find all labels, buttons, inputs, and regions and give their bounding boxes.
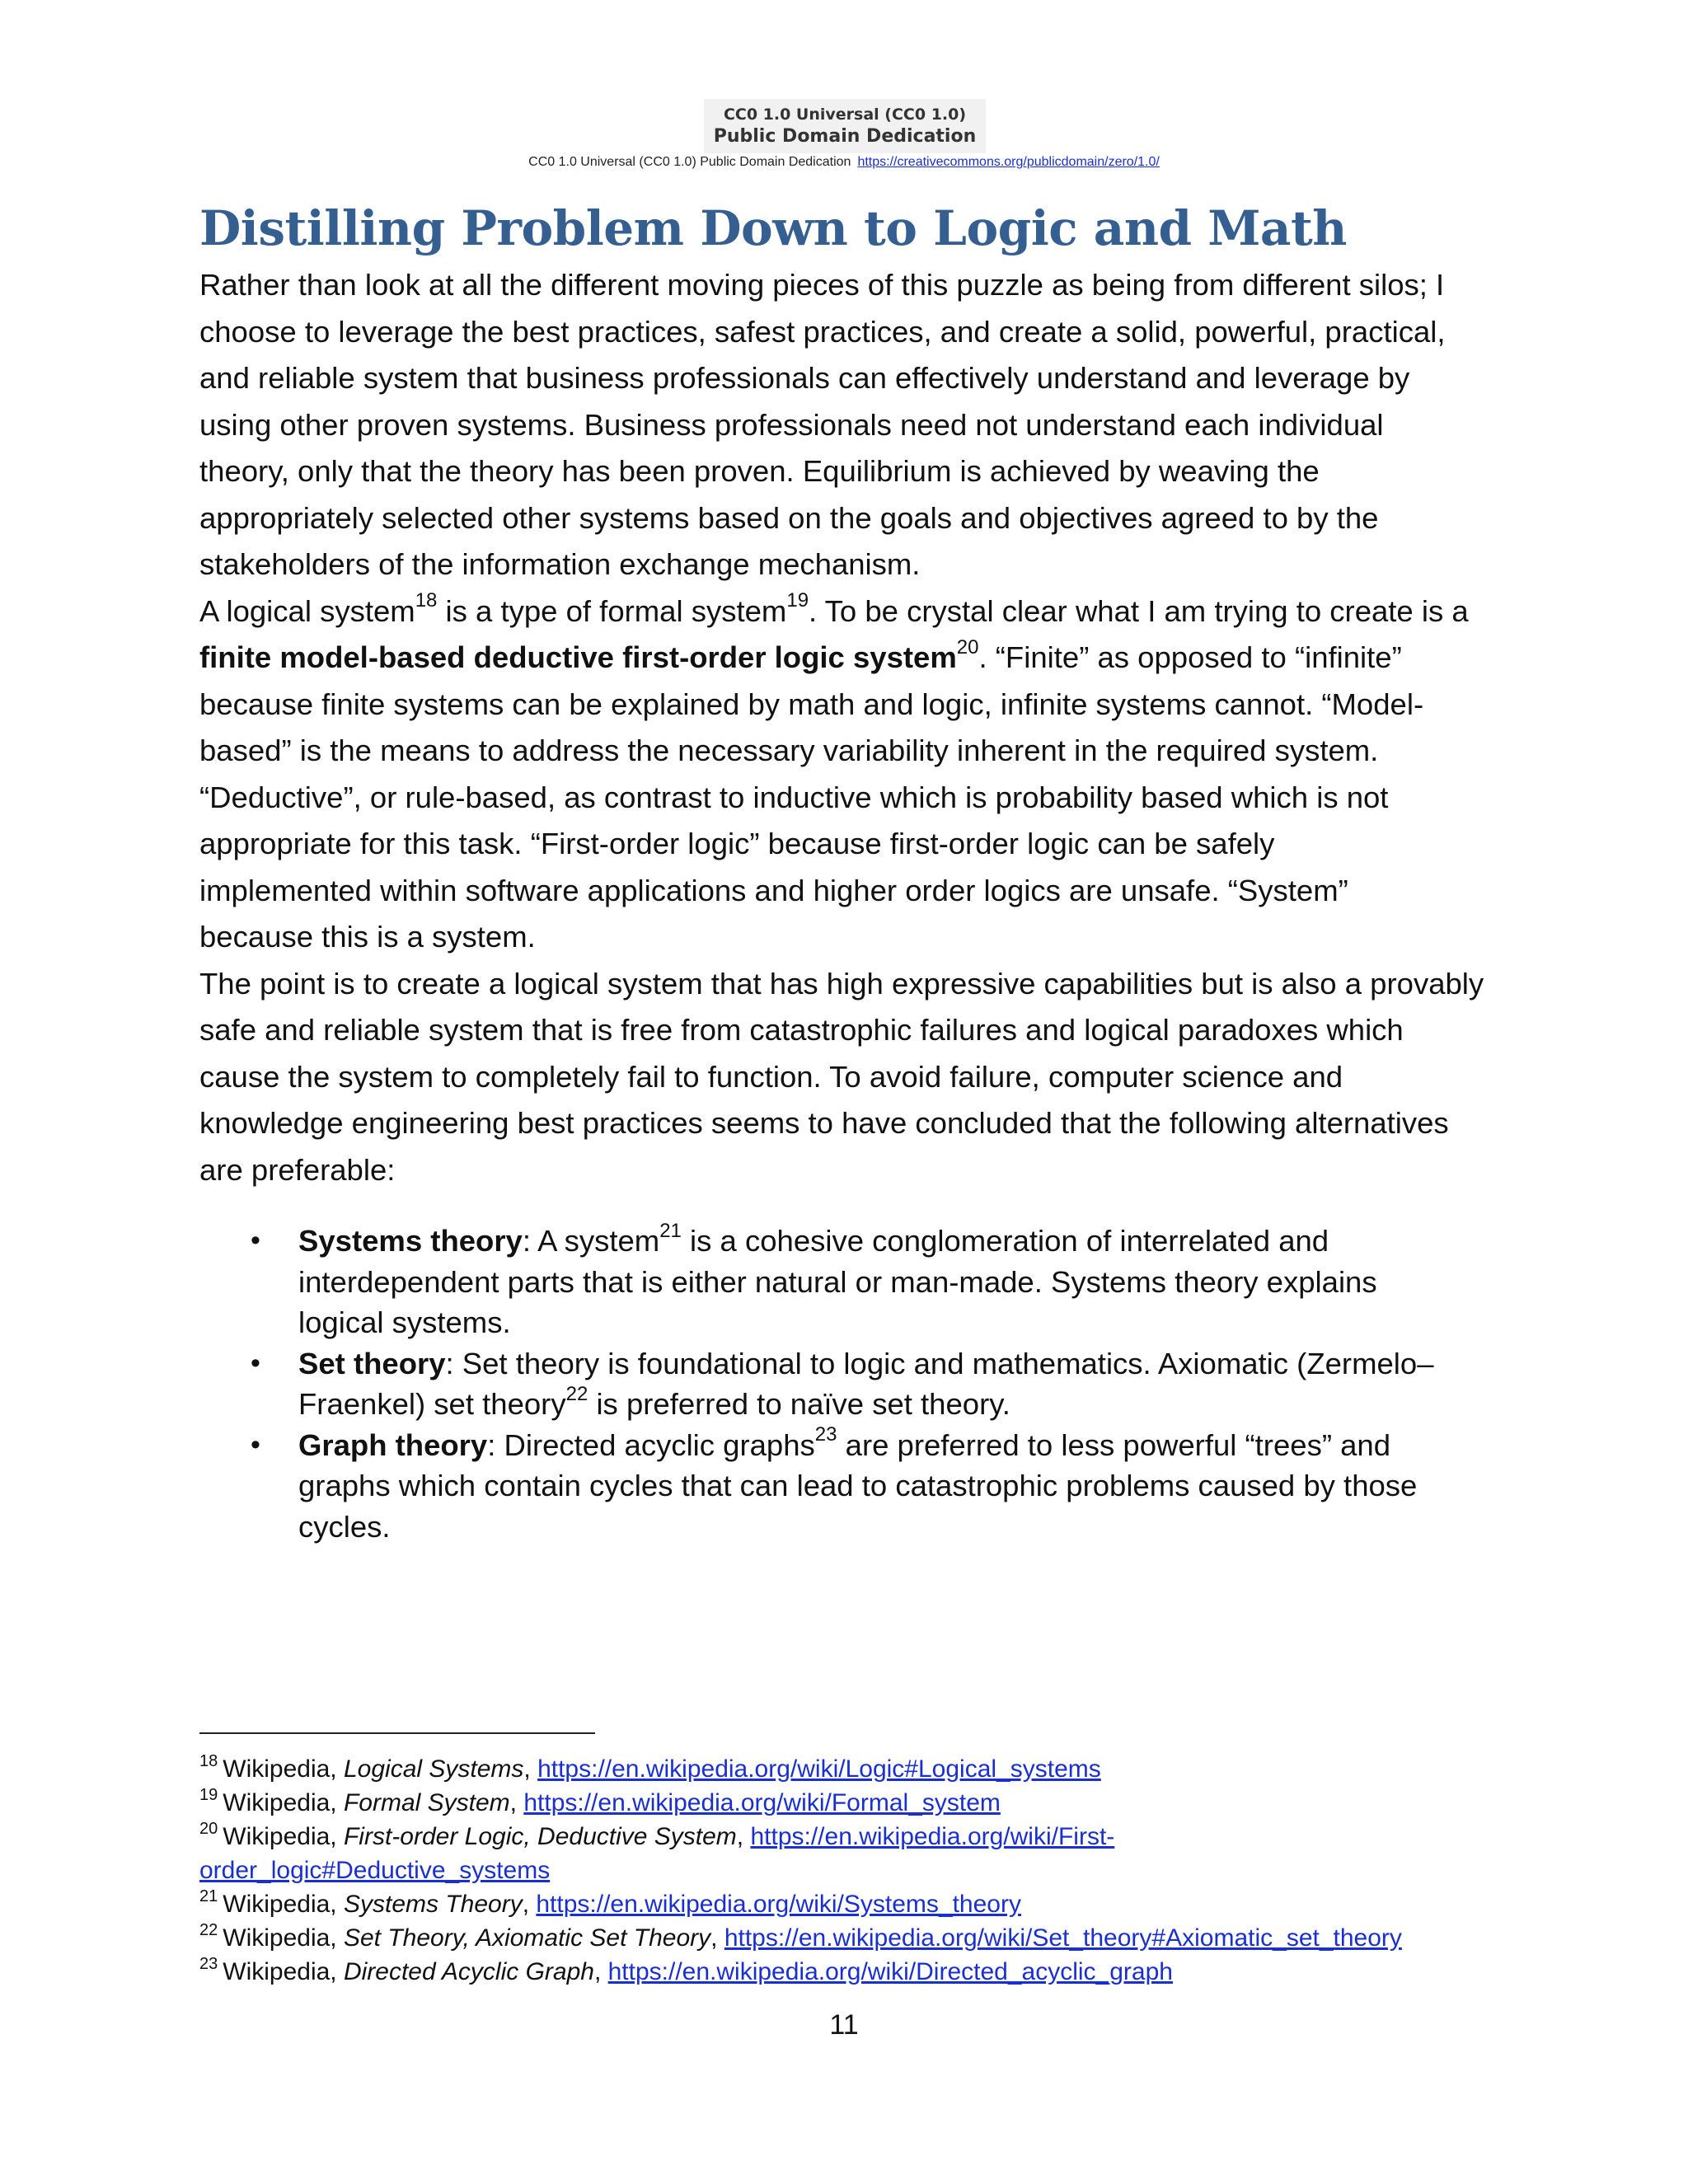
footnote-sep: , bbox=[522, 1891, 537, 1918]
badge-line-2: Public Domain Dedication bbox=[713, 126, 977, 147]
license-link[interactable]: https://creativecommons.org/publicdomain/zero/1.0/ bbox=[857, 155, 1160, 169]
p3-line: safe and reliable system that is free from catastrophic failures and logical paradoxes which bbox=[199, 1013, 1404, 1047]
footnote-number: 21 bbox=[199, 1887, 218, 1905]
p2-line: implemented within software applications and higher order logics are unsafe. “System” bbox=[199, 873, 1348, 907]
footnote-title: Logical Systems bbox=[343, 1755, 524, 1783]
footnote-source: Wikipedia, bbox=[223, 1789, 344, 1816]
footnote-source: Wikipedia, bbox=[223, 1958, 344, 1985]
p1-line: theory, only that the theory has been proven. Equilibrium is achieved by weaving the bbox=[199, 454, 1320, 488]
footnote-source: Wikipedia, bbox=[223, 1891, 344, 1918]
footnote-link[interactable]: https://en.wikipedia.org/wiki/Formal_system bbox=[523, 1789, 1001, 1816]
bullet-term: Systems theory bbox=[298, 1224, 523, 1258]
footnote-19 bbox=[199, 1786, 1551, 1820]
footnote-sep: , bbox=[736, 1823, 751, 1850]
footnote-sep: , bbox=[509, 1789, 524, 1816]
bullet-text: Fraenkel) set theory bbox=[298, 1387, 566, 1421]
footnote-link[interactable]: https://en.wikipedia.org/wiki/Set_theory#Axiomatic_set_theory bbox=[724, 1924, 1402, 1952]
cc0-license-badge[interactable] bbox=[704, 99, 986, 153]
bullet-text: graphs which contain cycles that can lead to catastrophic problems caused by those bbox=[298, 1469, 1418, 1502]
main-content bbox=[199, 194, 1493, 1547]
footnote-title: First-order Logic, Deductive System bbox=[343, 1823, 737, 1850]
p1-line: choose to leverage the best practices, safest practices, and create a solid, powerful, practical, bbox=[199, 314, 1446, 349]
bullet-text: are preferred to less powerful “trees” and bbox=[837, 1427, 1391, 1462]
footnote-link[interactable]: https://en.wikipedia.org/wiki/First- bbox=[750, 1823, 1115, 1850]
bullet-term: Graph theory bbox=[298, 1427, 488, 1462]
footnote-number: 18 bbox=[199, 1752, 218, 1770]
bullet-text: is a cohesive conglomeration of interrelated and bbox=[681, 1224, 1329, 1258]
p1-line: stakeholders of the information exchange mechanism. bbox=[199, 547, 921, 581]
p1-line: Rather than look at all the different moving pieces of this puzzle as being from different silos; I bbox=[199, 268, 1445, 302]
footnote-sep: , bbox=[593, 1958, 608, 1985]
footnote-title: Systems Theory bbox=[343, 1891, 523, 1918]
license-text: CC0 1.0 Universal (CC0 1.0) Public Domain Dedication bbox=[528, 155, 851, 169]
footnotes bbox=[199, 1752, 1551, 1989]
p1-line: and reliable system that business professionals can effectively understand and leverage by bbox=[199, 361, 1410, 395]
footnote-ref-19[interactable]: 19 bbox=[786, 589, 809, 612]
badge-line-1: CC0 1.0 Universal (CC0 1.0) bbox=[723, 105, 967, 124]
bullet-icon: • bbox=[251, 1225, 260, 1256]
p2-text: . To be crystal clear what I am trying to create is a bbox=[809, 593, 1469, 628]
paragraph-3 bbox=[199, 961, 1493, 1194]
footnote-sep: , bbox=[710, 1924, 724, 1952]
page-number: 11 bbox=[829, 2009, 859, 2041]
footnote-23 bbox=[199, 1955, 1551, 1989]
footnote-number: 19 bbox=[199, 1786, 218, 1804]
bullet-text: is preferred to naïve set theory. bbox=[588, 1387, 1010, 1421]
bullet-list bbox=[199, 1221, 1493, 1547]
footnote-title: Formal System bbox=[343, 1789, 510, 1816]
footnote-ref-20[interactable]: 20 bbox=[956, 635, 979, 658]
p2-text: is a type of formal system bbox=[437, 593, 787, 628]
p2-text: A logical system bbox=[199, 593, 415, 628]
footnote-separator bbox=[199, 1732, 595, 1734]
p2-line: based” is the means to address the necessary variability inherent in the required system. bbox=[199, 733, 1379, 767]
bullet-text: cycles. bbox=[298, 1509, 391, 1544]
footnote-title: Directed Acyclic Graph bbox=[343, 1958, 594, 1985]
footnote-ref-23[interactable]: 23 bbox=[814, 1423, 837, 1446]
footnote-source: Wikipedia, bbox=[223, 1823, 344, 1850]
p1-line: using other proven systems. Business professionals need not understand each individual bbox=[199, 407, 1384, 442]
p2-line: appropriate for this task. “First-order logic” because first-order logic can be safely bbox=[199, 827, 1275, 860]
footnote-21 bbox=[199, 1887, 1551, 1921]
p3-line: are preferable: bbox=[199, 1152, 396, 1187]
footnote-number: 22 bbox=[199, 1921, 218, 1939]
p1-line: appropriately selected other systems based on the goals and objectives agreed to by the bbox=[199, 500, 1379, 535]
bullet-icon: • bbox=[251, 1347, 260, 1379]
p2-bold-phrase: finite model-based deductive first-order logic system bbox=[199, 640, 957, 674]
footnote-number: 20 bbox=[199, 1820, 218, 1838]
footnote-22 bbox=[199, 1921, 1551, 1955]
p2-line: because this is a system. bbox=[199, 920, 536, 954]
paragraph-2 bbox=[199, 588, 1493, 961]
footnote-link[interactable]: order_logic#Deductive_systems bbox=[199, 1857, 551, 1884]
bullet-systems-theory bbox=[199, 1221, 1493, 1343]
p3-line: The point is to create a logical system that has high expressive capabilities but is also a provably bbox=[199, 966, 1484, 1001]
license-line bbox=[0, 155, 1688, 170]
p3-line: cause the system to completely fail to function. To avoid failure, computer science and bbox=[199, 1059, 1343, 1094]
footnote-title: Set Theory, Axiomatic Set Theory bbox=[343, 1924, 711, 1952]
bullet-text: : A system bbox=[522, 1224, 660, 1258]
footnote-link[interactable]: https://en.wikipedia.org/wiki/Directed_acyclic_graph bbox=[607, 1958, 1173, 1985]
footnote-ref-21[interactable]: 21 bbox=[659, 1219, 682, 1242]
footnote-link[interactable]: https://en.wikipedia.org/wiki/Systems_theory bbox=[536, 1891, 1021, 1918]
bullet-graph-theory bbox=[199, 1425, 1493, 1548]
bullet-text: : Directed acyclic graphs bbox=[487, 1427, 815, 1462]
p3-line: knowledge engineering best practices seems to have concluded that the following alternatives bbox=[199, 1106, 1449, 1140]
footnote-number: 23 bbox=[199, 1955, 218, 1973]
page-title: Distilling Problem Down to Logic and Math bbox=[199, 200, 1347, 256]
p2-line: because finite systems can be explained by math and logic, infinite systems cannot. “Model- bbox=[199, 687, 1424, 721]
bullet-icon: • bbox=[251, 1428, 260, 1460]
footnote-ref-22[interactable]: 22 bbox=[565, 1382, 588, 1405]
footnote-18 bbox=[199, 1752, 1551, 1786]
bullet-text: : Set theory is foundational to logic and mathematics. Axiomatic (Zermelo– bbox=[445, 1346, 1434, 1380]
footnote-link[interactable]: https://en.wikipedia.org/wiki/Logic#Logical_systems bbox=[537, 1755, 1101, 1783]
p2-line: “Deductive”, or rule-based, as contrast to inductive which is probability based which is not bbox=[199, 780, 1389, 814]
bullet-term: Set theory bbox=[298, 1346, 446, 1380]
bullet-text: logical systems. bbox=[298, 1305, 511, 1339]
footnote-source: Wikipedia, bbox=[223, 1755, 344, 1783]
footnote-20 bbox=[199, 1820, 1551, 1887]
bullet-text: interdependent parts that is either natural or man-made. Systems theory explains bbox=[298, 1264, 1377, 1299]
paragraph-1 bbox=[199, 262, 1493, 588]
footnote-sep: , bbox=[523, 1755, 538, 1783]
footnote-source: Wikipedia, bbox=[223, 1924, 344, 1952]
footnote-ref-18[interactable]: 18 bbox=[415, 589, 438, 612]
bullet-set-theory bbox=[199, 1343, 1493, 1425]
p2-text: . “Finite” as opposed to “infinite” bbox=[978, 640, 1402, 674]
